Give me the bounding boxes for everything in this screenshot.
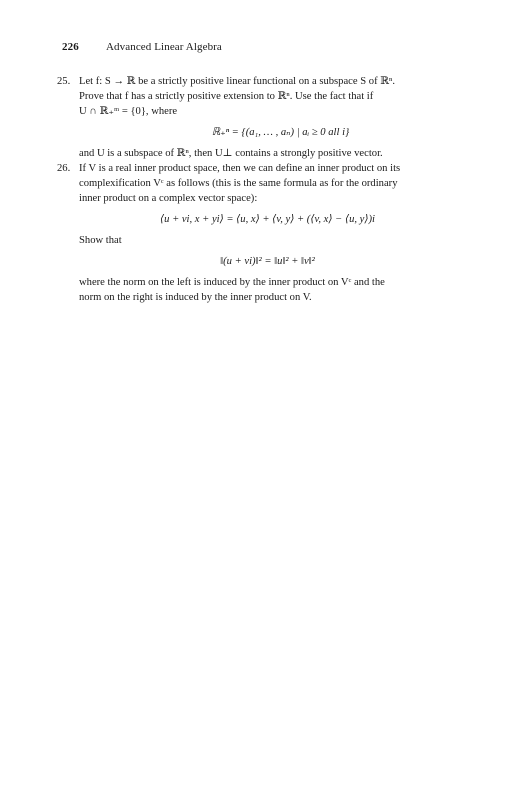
exercise-text-line: complexification Vᶜ as follows (this is the same formula as for the ordinary <box>79 178 398 189</box>
running-head <box>62 40 456 55</box>
running-title: Advanced Linear Algebra <box>106 41 222 53</box>
exercise-text-line: norm on the right is induced by the inner product on V. <box>79 292 312 303</box>
exercise-text-line: inner product on a complex vector space): <box>79 193 258 204</box>
exercise-text-line: where the norm on the left is induced by the inner product on Vᶜ and the <box>79 277 385 288</box>
page-number: 226 <box>62 41 79 53</box>
exercise-text-line: U ∩ ℝ₊ᵐ = {0}, where <box>79 106 178 117</box>
exercise-text-line: Show that <box>79 235 122 246</box>
exercise-number: 25. <box>57 76 71 87</box>
display-equation: ‖(u + vi)‖² = ‖u‖² + ‖v‖² <box>220 256 315 267</box>
display-equation: ⟨u + vi, x + yi⟩ = ⟨u, x⟩ + ⟨v, y⟩ + (⟨v, x⟩ − ⟨u, y⟩)i <box>159 214 375 225</box>
display-equation: ℝ₊ⁿ = {(a₁, … , aₙ) | aᵢ ≥ 0 all i} <box>211 127 350 138</box>
exercise-26 <box>57 161 456 305</box>
exercise-text-line: Prove that f has a strictly positive extension to ℝⁿ. Use the fact that if <box>79 91 374 102</box>
exercise-text-line: and U is a subspace of ℝⁿ, then U⊥ contains a strongly positive vector. <box>79 148 383 159</box>
exercise-number: 26. <box>57 163 71 174</box>
book-page <box>57 40 456 305</box>
exercise-text-line: Let f: S → ℝ be a strictly positive linear functional on a subspace S of ℝⁿ. <box>79 76 396 87</box>
exercise-text-line: If V is a real inner product space, then we can define an inner product on its <box>79 163 401 174</box>
exercise-25 <box>57 74 456 161</box>
